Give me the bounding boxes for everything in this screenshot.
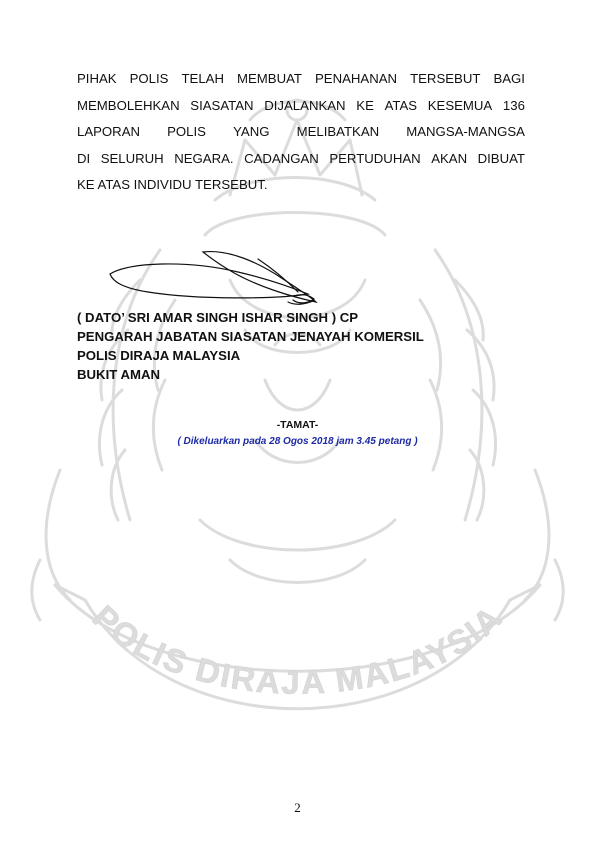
paragraph-line: [77, 119, 525, 146]
signatory-organisation: POLIS DIRAJA MALAYSIA: [77, 348, 241, 363]
paragraph-word: PERTUDUHAN: [329, 150, 421, 166]
paragraph-word: AKAN: [431, 150, 468, 166]
paragraph-word: MANGSA-MANGSA: [406, 124, 525, 139]
paragraph-line: [77, 93, 525, 120]
paragraph-word: POLIS: [167, 124, 206, 139]
paragraph-word: SELURUH: [100, 150, 164, 166]
paragraph-line: [77, 66, 525, 93]
page-number: 2: [294, 800, 301, 815]
issued-note: ( Dikeluarkan pada 28 Ogos 2018 jam 3.45 petang ): [177, 436, 418, 447]
paragraph-word: KE ATAS INDIVIDU TERSEBUT.: [77, 177, 268, 192]
paragraph-word: DI: [77, 150, 91, 166]
end-marker: -TAMAT-: [276, 419, 319, 431]
paragraph-word: SIASATAN: [190, 97, 254, 113]
paragraph-word: KE: [356, 97, 374, 113]
paragraph-word: NEGARA.: [174, 150, 234, 166]
watermark-ribbon-text: POLIS DIRAJA MALAYSIA: [85, 597, 510, 701]
paragraph-line: [77, 146, 525, 173]
paragraph-word: BAGI: [493, 71, 525, 86]
paragraph-word: DIBUAT: [477, 150, 525, 166]
paragraph-word: MEMBUAT: [237, 71, 302, 86]
body-paragraph: [77, 66, 525, 199]
paragraph-word: 136: [502, 97, 525, 113]
paragraph-line: [77, 172, 525, 199]
paragraph-word: YANG: [233, 124, 270, 139]
paragraph-word: PENAHANAN: [314, 71, 398, 86]
paragraph-word: MELIBATKAN: [296, 124, 380, 139]
paragraph-word: PIHAK: [77, 71, 117, 86]
paragraph-word: ATAS: [384, 97, 418, 113]
paragraph-word: MEMBOLEHKAN: [77, 97, 180, 113]
paragraph-word: DIJALANKAN: [264, 97, 346, 113]
paragraph-word: KESEMUA: [427, 97, 493, 113]
paragraph-word: TELAH: [181, 71, 224, 86]
paragraph-word: TERSEBUT: [410, 71, 481, 86]
signatory-block: [77, 308, 424, 384]
signatory-location: BUKIT AMAN: [77, 367, 161, 382]
paragraph-word: POLIS: [129, 71, 169, 86]
paragraph-word: LAPORAN: [77, 124, 141, 139]
signatory-position: PENGARAH JABATAN SIASATAN JENAYAH KOMERSIL: [77, 329, 424, 344]
svg-text:POLIS DIRAJA MALAYSIA: [86, 598, 509, 701]
paragraph-word: CADANGAN: [244, 150, 319, 166]
handwritten-signature: [108, 244, 323, 316]
signatory-name: ( DATO’ SRI AMAR SINGH ISHAR SINGH ) CP: [77, 310, 359, 325]
